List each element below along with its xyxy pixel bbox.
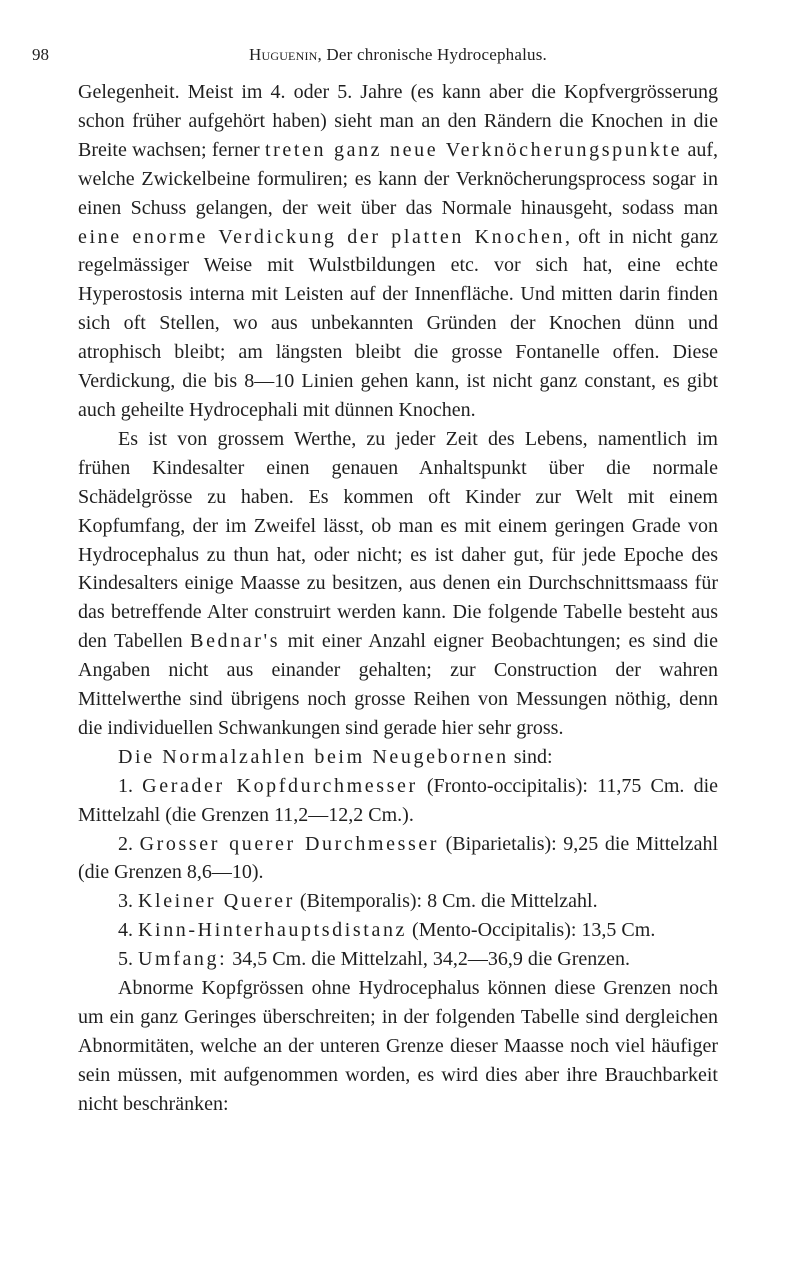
measurement-item <box>78 772 718 830</box>
spaced-emphasis: Gerader Kopfdurchmesser <box>142 774 418 797</box>
text-run: (Bitemporalis): 8 Cm. die Mittelzahl. <box>294 890 598 913</box>
measurement-item <box>78 916 718 945</box>
spaced-emphasis: eine enorme Verdickung der platten Knochen <box>78 225 566 248</box>
measurement-item <box>78 945 718 974</box>
paragraph-skull-size <box>78 425 718 743</box>
item-number: 3. <box>118 890 138 913</box>
spaced-emphasis: Bednar's <box>190 630 281 653</box>
body-text <box>78 78 718 1119</box>
item-number: 1. <box>118 774 143 797</box>
page-number: 98 <box>32 45 49 64</box>
text-run: (Mento-Occipitalis): 13,5 Cm. <box>407 919 656 942</box>
spaced-emphasis: Umfang: <box>138 948 228 971</box>
header-book-title: Der chronische Hydrocephalus. <box>326 45 548 64</box>
paragraph-skull-ossification <box>78 78 718 425</box>
text-run: Gelegenheit. Meist im 4. oder 5. Jahre (es kann aber die Kopfvergrösserung schon früher aufgehört haben) sieht man an den Rändern die Knochen in die Breite wachsen; ferner <box>78 81 718 161</box>
text-run: , oft in nicht ganz regelmässiger Weise mit Wulstbildungen etc. vor sich hat, eine echte Hyperostosis interna mit Leisten auf der Innenfläche. Und mitten darin finden sich oft Stellen, wo aus unbekannten Gründen der Knochen dünn und atrophisch bleibt; am längsten bleibt die grosse Fontanelle offen. Diese Verdickung, die bis 8—10 Linien gehen kann, ist nicht ganz constant, es gibt auch geheilte Hydrocephali mit dünnen Knochen. <box>78 225 718 421</box>
measurement-item <box>78 887 718 916</box>
text-run: Abnorme Kopfgrössen ohne Hydrocephalus können diese Grenzen noch um ein ganz Geringes überschreiten; in der folgenden Tabelle sind dergleichen Abnormitäten, welche an der unteren Grenze dieser Maasse noch viel häufiger sein müssen, mit aufgenommen worden, es wird dies aber ihre Brauchbarkeit nicht beschränken: <box>78 977 718 1115</box>
running-head <box>32 40 718 70</box>
spaced-emphasis: treten ganz neue Verknöcherungspunkte <box>264 138 683 161</box>
item-number: 5. <box>118 948 138 971</box>
spaced-emphasis: Kinn-Hinterhauptsdistanz <box>138 919 408 942</box>
paragraph-normal-values-intro <box>78 743 718 772</box>
header-title <box>78 40 718 70</box>
text-run: mit einer Anzahl eigner Beobachtungen; es sind die Angaben nicht aus einander gehalten; zur Construction der wahren Mittelwerthe sind übrigens noch grosse Reihen von Messungen nöthig, denn die individuellen Schwankungen sind gerade hier sehr gross. <box>78 630 718 739</box>
text-run: (Fronto-occipitalis): 11,75 Cm. die Mittelzahl (die Grenzen 11,2—12,2 Cm.). <box>78 774 719 826</box>
text-run: Es ist von grossem Werthe, zu jeder Zeit des Lebens, namentlich im frühen Kindesalter einen genauen Anhaltspunkt über die normale Schädelgrösse zu haben. Es kommen oft Kinder zur Welt mit einem Kopfumfang, der im Zweifel lässt, ob man es mit einem geringen Grade von Hydrocephalus zu thun hat, oder nicht; es ist daher gut, für jede Epoche des Kindesalters einige Maasse zu besitzen, aus denen ein Durchschnittsmaass für das betreffende Alter construirt werden kann. Die folgende Tabelle besteht aus den Tabellen <box>78 427 718 653</box>
item-number: 2. <box>118 832 140 855</box>
measurement-item <box>78 830 718 888</box>
spaced-emphasis: Kleiner Querer <box>138 890 295 913</box>
spaced-emphasis: Die Normalzahlen beim Neugebornen <box>118 745 509 768</box>
header-author: Huguenin, <box>248 45 322 64</box>
paragraph-abnormal-sizes <box>78 974 718 1119</box>
item-number: 4. <box>118 919 138 942</box>
text-run: (Biparietalis): 9,25 die Mittelzahl (die Grenzen 8,6—10). <box>78 832 718 884</box>
text-run: sind: <box>508 745 553 768</box>
book-page <box>32 40 719 1119</box>
spaced-emphasis: Grosser querer Durchmesser <box>139 832 440 855</box>
text-run: auf, welche Zwickelbeine formuliren; es kann der Verknöcherungsprocess sogar in einen Schuss gelangen, der weit über das Normale hinausgeht, sodass man <box>78 138 719 219</box>
text-run: 34,5 Cm. die Mittelzahl, 34,2—36,9 die Grenzen. <box>227 948 630 971</box>
